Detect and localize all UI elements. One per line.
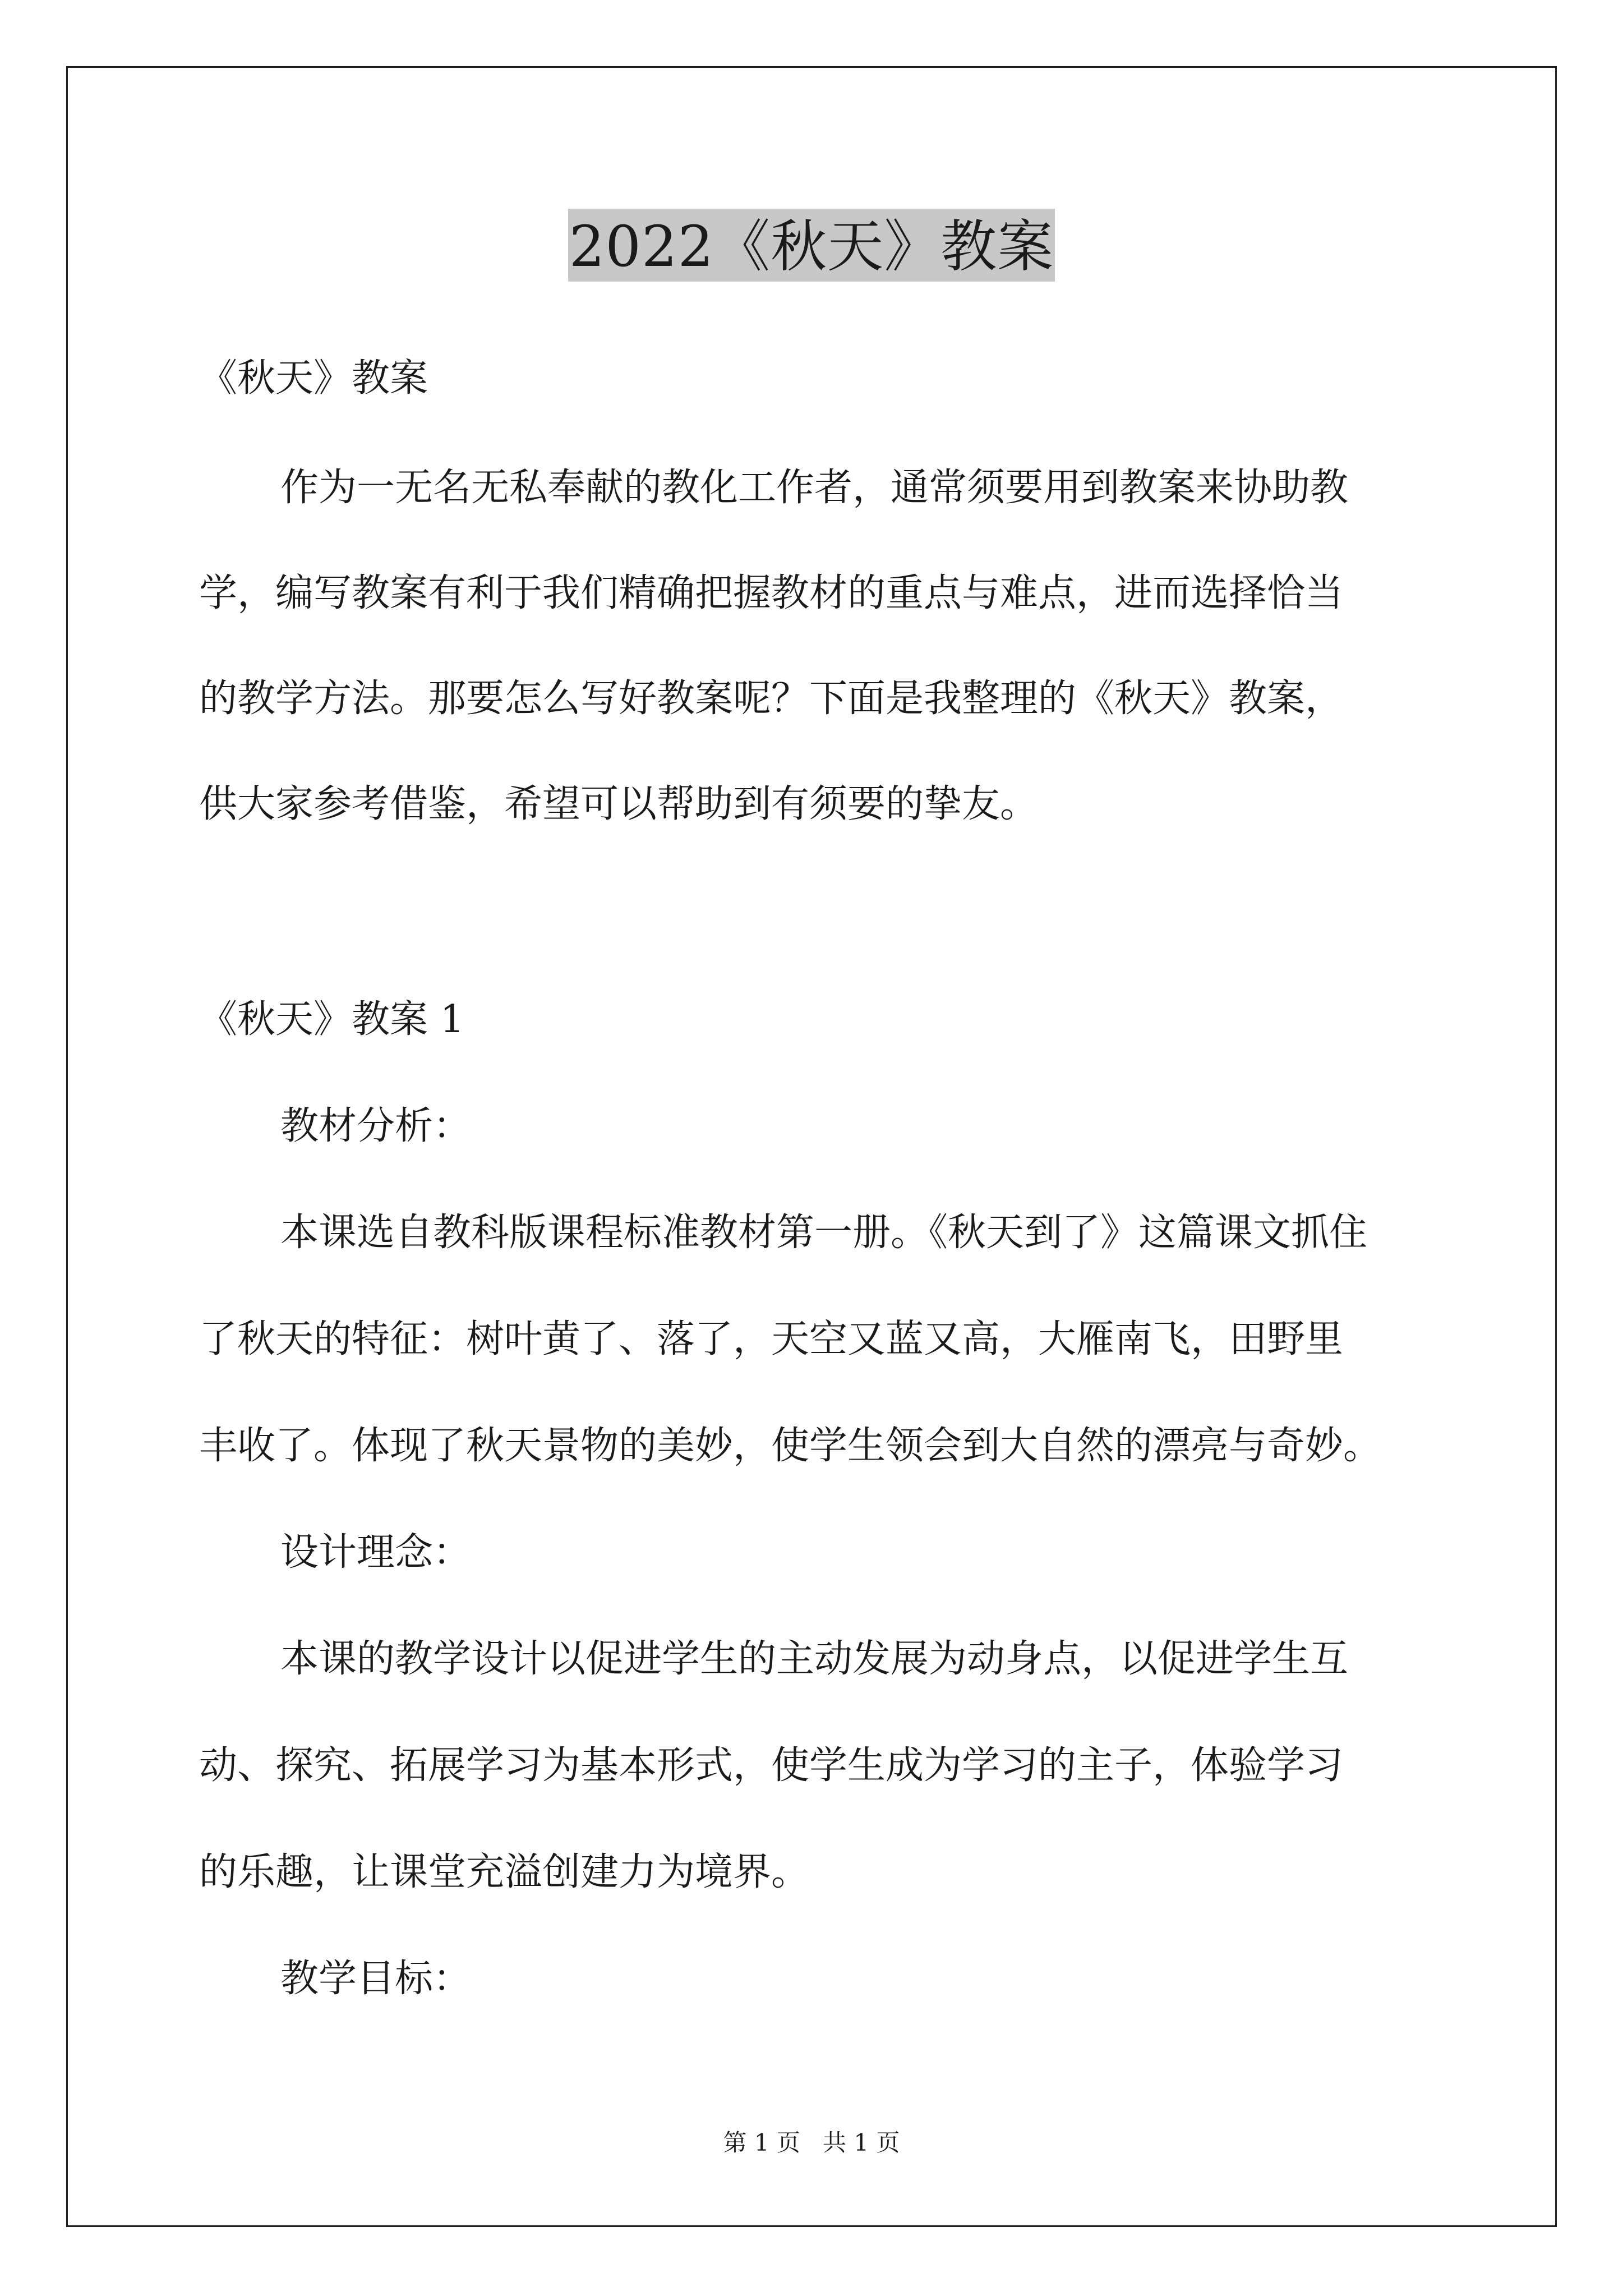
material-line-2: 了秋天的特征：树叶黄了、落了，天空又蓝又高，大雁南飞，田野里 (199, 1317, 1344, 1361)
document-subtitle: 《秋天》教案 (199, 356, 428, 401)
material-heading: 教材分析： (280, 1104, 472, 1148)
material-line-1: 本课选自教科版课程标准教材第一册。《秋天到了》这篇课文抓住 (280, 1211, 1368, 1255)
intro-line-1: 作为一无名无私奉献的教化工作者，通常须要用到教案来协助教 (280, 466, 1349, 510)
intro-line-2: 学，编写教案有利于我们精确把握教材的重点与难点，进而选择恰当 (199, 571, 1344, 615)
concept-heading: 设计理念： (280, 1530, 472, 1575)
goal-heading: 教学目标： (280, 1957, 472, 2001)
concept-line-2: 动、探究、拓展学习为基本形式，使学生成为学习的主子，体验学习 (199, 1743, 1344, 1788)
intro-line-4: 供大家参考借鉴，希望可以帮助到有须要的挚友。 (199, 782, 1039, 826)
concept-line-3: 的乐趣，让课堂充溢创建力为境界。 (199, 1850, 810, 1894)
concept-line-1: 本课的教学设计以促进学生的主动发展为动身点，以促进学生互 (280, 1637, 1349, 1681)
document-title: 2022《秋天》教案 (568, 209, 1055, 282)
intro-line-3: 的教学方法。那要怎么写好教案呢？下面是我整理的《秋天》教案， (199, 677, 1344, 721)
page-footer: 第 1 页 共 1 页 (723, 2129, 900, 2156)
section-heading: 《秋天》教案 1 (199, 997, 464, 1042)
material-line-3: 丰收了。体现了秋天景物的美妙，使学生领会到大自然的漂亮与奇妙。 (199, 1424, 1382, 1468)
title-container (0, 209, 1623, 282)
